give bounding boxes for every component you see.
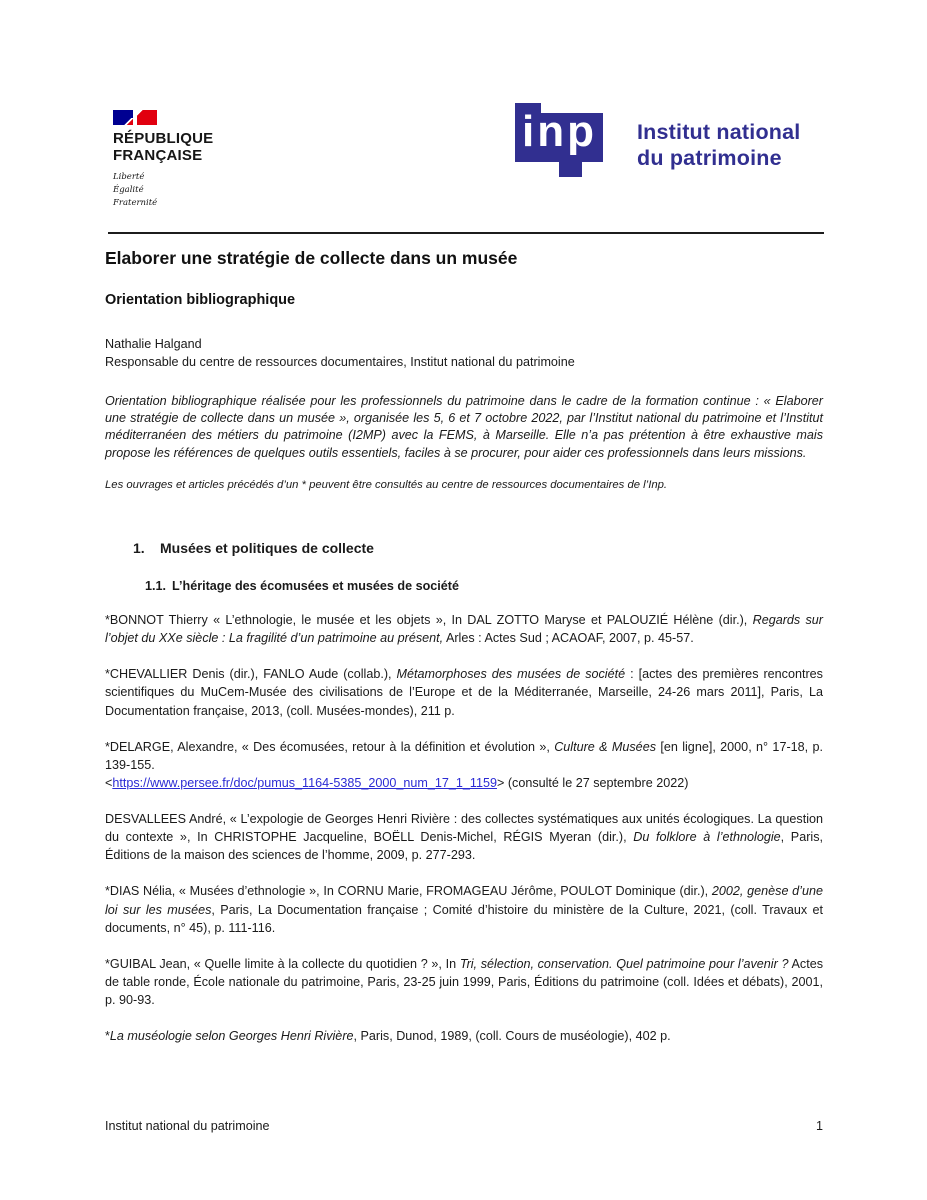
bibliography-entry: *CHEVALLIER Denis (dir.), FANLO Aude (collab.), Métamorphoses des musées de société : [actes des premières rencontres scientifiques du MuCem-Musée des civilisations de l’Europe et de la Méditerranée, Marseille, 24-26 mars 2011], Paris, La Documentation française, 2013, (coll. Musées-mondes), 211 p. xyxy=(105,667,823,718)
section-title: Musées et politiques de collecte xyxy=(160,540,374,556)
inp-logo-icon xyxy=(515,103,615,177)
page-subtitle: Orientation bibliographique xyxy=(105,292,296,308)
intro-paragraph: Orientation bibliographique réalisée pour les professionnels du patrimoine dans le cadre de la formation continue : « Elaborer une stratégie de collecte dans un musée », organisée les 5, 6 et 7 octobre 2022, par l’Institut national du patrimoine et l’Institut méditerranéen des métiers du patrimoine (I2MP) avec la FEMS, à Marseille. Elle n’a pas prétention à être exhaustive mais propose les références de quelques outils essentiels, faciles à se procurer, pour aider ces professionnels dans leurs missions. xyxy=(105,393,823,460)
bibliography-entry: *BONNOT Thierry « L’ethnologie, le musée et les objets », In DAL ZOTTO Maryse et PALOUZIÉ Hélène (dir.), Regards sur l’objet du XXe siècle : La fragilité d’un patrimoine au présent, Arles : Actes Sud ; ACAOAF, 2007, p. 45-57. xyxy=(105,613,823,646)
inp-logo xyxy=(515,103,800,177)
bibliography-entry: *La muséologie selon Georges Henri Rivière, Paris, Dunod, 1989, (coll. Cours de muséologie), 402 p. xyxy=(105,1029,671,1044)
section-number: 1. xyxy=(133,540,145,556)
republique-francaise-logo xyxy=(113,110,253,210)
inp-wordmark: Institut national du patrimoine xyxy=(637,120,801,171)
divider-rule xyxy=(108,232,824,234)
author-name: Nathalie Halgand xyxy=(105,337,202,351)
page-footer xyxy=(105,1119,823,1133)
section-heading xyxy=(105,540,823,556)
subsection-number: 1.1. xyxy=(145,579,167,593)
footer-institution: Institut national du patrimoine xyxy=(105,1119,270,1133)
author-block xyxy=(105,335,823,372)
bibliography-entry: *DELARGE, Alexandre, « Des écomusées, retour à la définition et évolution », Culture & Musées [en ligne], 2000, n° 17-18, p. 139-155. <https://www.persee.fr/doc/pumus_1164-5385_2000_num_17_1_1159> (consulté le 27 septembre 2022) xyxy=(105,739,824,790)
footer-page-number: 1 xyxy=(815,1119,823,1133)
page-title: Elaborer une stratégie de collecte dans un musée xyxy=(105,248,518,268)
bibliography-entry: *DIAS Nélia, « Musées d’ethnologie », In CORNU Marie, FROMAGEAU Jérôme, POULOT Dominique (dir.), 2002, genèse d’une loi sur les musées, Paris, La Documentation française ; Comité d’histoire du ministère de la Culture, 2021, (coll. Travaux et documents, n° 45), p. 111-116. xyxy=(105,884,823,935)
subsection-heading xyxy=(105,579,823,593)
french-flag-icon xyxy=(113,110,159,126)
note-paragraph: Les ouvrages et articles précédés d’un * peuvent être consultés au centre de ressources documentaires de l’Inp. xyxy=(105,479,668,491)
inp-acronym: inp xyxy=(522,107,597,156)
persee-link[interactable]: https://www.persee.fr/doc/pumus_1164-5385_2000_num_17_1_1159 xyxy=(112,775,497,790)
bibliography-entry: DESVALLEES André, « L’expologie de Georges Henri Rivière : des collectes systématiques aux unités écologiques. La question du contexte », In CHRISTOPHE Jacqueline, BOËLL Denis-Michel, RÉGIS Myeran (dir.), Du folklore à l’ethnologie, Paris, Éditions de la maison des sciences de l’homme, 2009, p. 277-293. xyxy=(105,812,823,863)
gov-logo-title: RÉPUBLIQUE FRANÇAISE xyxy=(113,130,214,164)
bibliography-entry: *GUIBAL Jean, « Quelle limite à la collecte du quotidien ? », In Tri, sélection, conservation. Quel patrimoine pour l’avenir ? Actes de table ronde, École nationale du patrimoine, Paris, 23-25 juin 1999, Paris, Éditions du patrimoine (coll. Idées et débats), 2001, p. 90-93. xyxy=(105,956,823,1007)
subsection-title: L’héritage des écomusées et musées de société xyxy=(172,579,459,593)
gov-logo-motto: Liberté Égalité Fraternité xyxy=(113,171,158,208)
author-role: Responsable du centre de ressources documentaires, Institut national du patrimoine xyxy=(105,355,575,370)
document-content xyxy=(105,240,823,1045)
